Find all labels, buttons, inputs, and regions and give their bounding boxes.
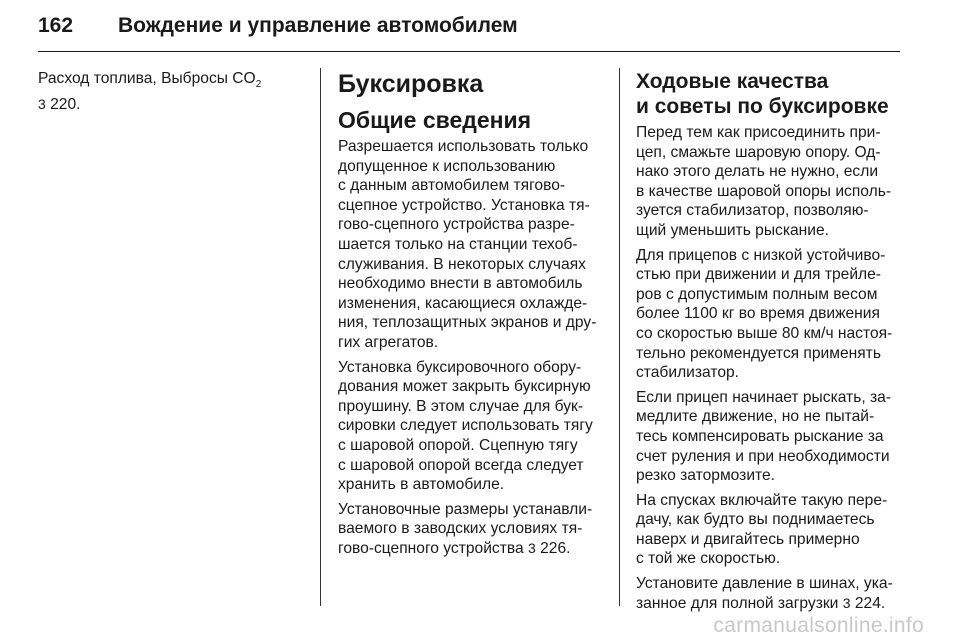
paragraph: На спусках включайте такую пере- дачу, как будто вы поднимаетесь наверх и двигайтесь примерно с той же скоростью. — [636, 491, 888, 568]
watermark: carmanualsonline.info — [713, 614, 924, 637]
reference-arrow-icon: 3 — [527, 539, 536, 556]
paragraph-with-reference: Установите давление в шинах, ука- занное для полной загрузки 3 224. — [636, 575, 893, 612]
section-heading: Буксировка — [338, 70, 484, 98]
section-heading: Ходовые качества и советы по буксировке — [636, 70, 889, 118]
paragraph: Разрешается использовать только допущенное к использованию с данным автомобилем тягово- сцепное устройство. Установка тя- гово-сцепного устройства разре- шается только на станции техоб- служивания. В некоторых случаях необходимо внести в автомобиль изменения, касающиеся охлажде- ния, теплозащитных экранов и дру- гих агрегатов. — [338, 138, 597, 351]
column-divider-right — [619, 68, 620, 606]
paragraph: Установка буксировочного обору- дования может закрыть буксирную проушину. В этом случае для бук- сировки следует использовать тягу с шаровой опорой. Сцепную тягу с шаровой опорой всегда следует хранить в автомобиле. — [338, 358, 593, 494]
column-divider-left — [320, 68, 321, 606]
reference-link[interactable]: 226. — [535, 539, 571, 557]
reference-link[interactable]: 224. — [850, 594, 886, 612]
reference-arrow-icon: 3 — [38, 95, 46, 112]
page-header — [38, 14, 518, 44]
subsection-heading: Общие сведения — [338, 107, 532, 133]
column-middle — [338, 69, 608, 563]
chapter-title: Вождение и управление автомобилем — [118, 14, 518, 37]
paragraph-with-reference: Установочные размеры устанавли- ваемого в заводских условиях тя- гово-сцепного устройства 3 226. — [338, 500, 593, 557]
paragraph: Если прицеп начинает рыскать, за- медлите движение, но не пытай- тесь компенсировать рыскание за счет руления и при необходимости резко затормозите. — [636, 388, 892, 485]
reference-arrow-icon: 3 — [842, 594, 851, 611]
header-divider — [38, 51, 900, 52]
paragraph: Перед тем как присоединить при- цеп, смажьте шаровую опору. Од- нако этого делать не нужно, если в качестве шаровой опоры исполь- зуется стабилизатор, позволяю- щий уменьшить рыскание. — [636, 124, 892, 239]
page-number: 162 — [38, 14, 74, 37]
reference-link[interactable]: 220. — [45, 95, 81, 113]
paragraph: Для прицепов с низкой устойчиво- стью при движении и для трейле- ров с допустимым полным весом более 1100 кг во время движения со скоростью выше 80 км/ч настоя- тельно рекомендуется применять стабилизатор. — [636, 246, 893, 382]
column-left — [38, 69, 306, 119]
cross-reference-text: Расход топлива, Выбросы $CO_2$ 3 220. — [38, 70, 262, 113]
column-right — [636, 69, 906, 618]
